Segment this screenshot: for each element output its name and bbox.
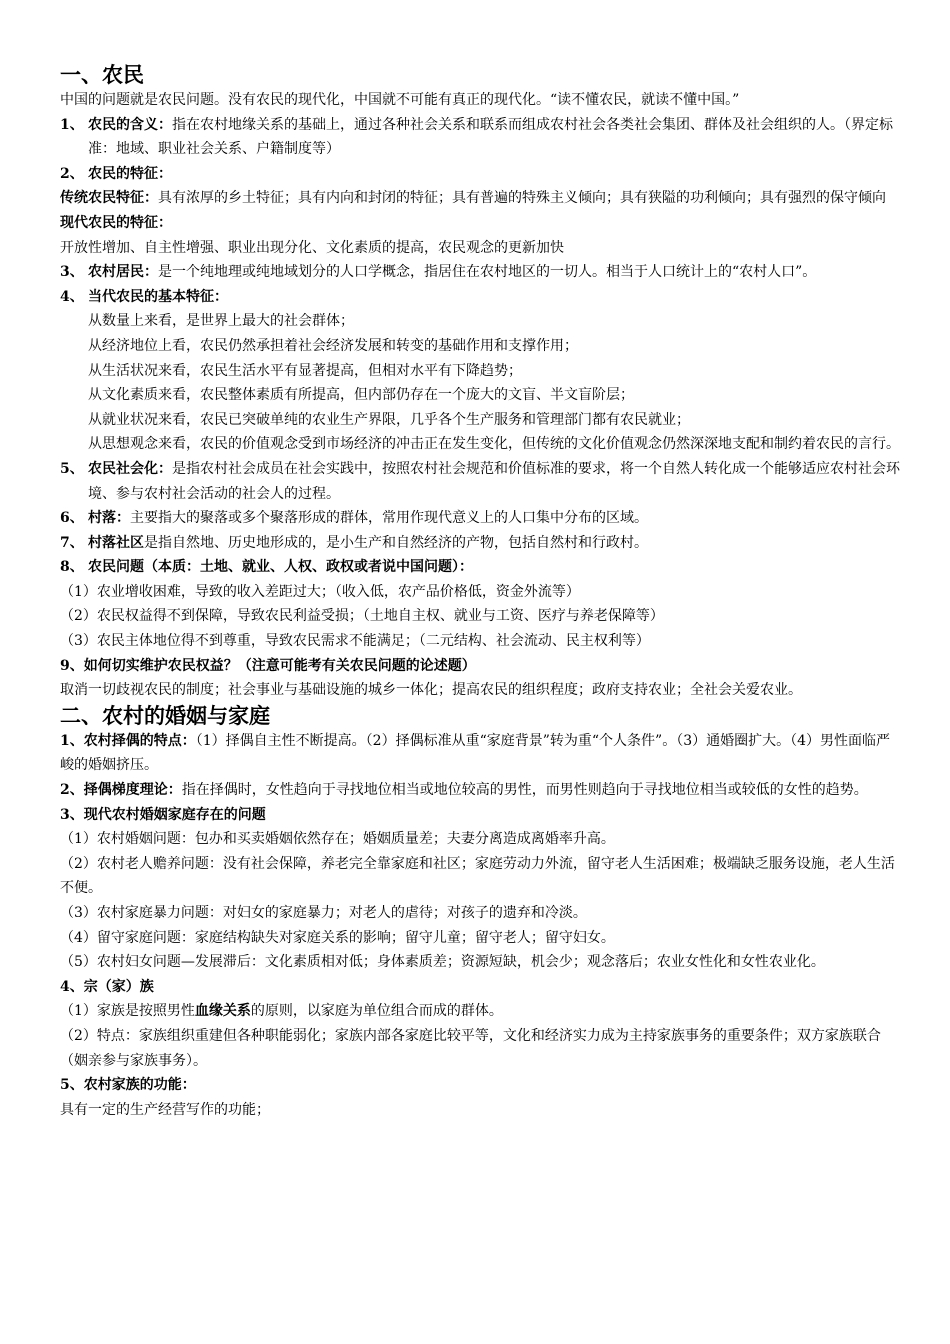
- clan-features: （2）特点：家族组织重建但各种职能弱化；家族内部各家庭比较平等，文化和经济实力成为主持家族事务的重要条件；双方家族联合（姻亲参与家族事务）。: [60, 1027, 881, 1069]
- item-text: 主要指大的聚落或多个聚落形成的群体，常用作现代意义上的人口集中分布的区域。: [130, 510, 648, 527]
- list-line: （4）留守家庭问题：家庭结构缺失对家庭关系的影响；留守儿童；留守老人；留守妇女。: [60, 929, 615, 946]
- item-number: 1、: [60, 116, 84, 133]
- item-1: [60, 113, 900, 162]
- item-term: 2、择偶梯度理论：: [60, 782, 182, 799]
- item-number: 4、: [60, 288, 84, 305]
- item-9-heading: 9、如何切实维护农民权益？（注意可能考有关农民问题的论述题）: [60, 657, 476, 674]
- list-line: 从生活状况来看，农民生活水平有显著提高，但相对水平有下降趋势；: [88, 362, 522, 379]
- item-text: 是指自然地、历史地形成的，是小生产和自然经济的产物，包括自然村和行政村。: [144, 534, 648, 551]
- item-term: 村落社区: [88, 534, 144, 551]
- item-2: [60, 162, 900, 187]
- list-line: （3）农村家庭暴力问题：对妇女的家庭暴力；对老人的虐待；对孩子的遗弃和冷淡。: [60, 905, 587, 921]
- item-number: 7、: [60, 534, 84, 551]
- section-title-marriage-family: 二、农村的婚姻与家庭: [60, 703, 270, 728]
- traditional-features: [60, 186, 900, 211]
- item-term: 农民的含义：: [88, 116, 172, 133]
- text-segment: 的原则，以家庭为单位组合而成的群体。: [250, 1003, 503, 1020]
- item-number: 2、: [60, 165, 84, 182]
- item-number: 8、: [60, 559, 84, 576]
- item-term: 农民问题（本质：土地、就业、人权、政权或者说中国问题）：: [88, 559, 473, 576]
- item-number: 5、: [60, 460, 84, 477]
- item-7: [60, 531, 900, 556]
- list-line: （5）农村妇女问题—发展滞后：文化素质相对低；身体素质差；资源短缺，机会少；观念落后；农业女性化和女性农业化。: [60, 954, 825, 971]
- item-9-text: 取消一切歧视农民的制度；社会事业与基础设施的城乡一体化；提高农民的组织程度；政府支持农业；全社会关爱农业。: [60, 682, 802, 699]
- item-8: [60, 555, 900, 580]
- item-6: [60, 506, 900, 531]
- intro-paragraph: 中国的问题就是农民问题。没有农民的现代化，中国就不可能有真正的现代化。“读不懂农民，就读不懂中国。”: [60, 92, 740, 108]
- document-page: [60, 62, 900, 1122]
- list-line: （2）农村老人赡养问题：没有社会保障，养老完全靠家庭和社区；家庭劳动力外流，留守老人生活困难；极端缺乏服务设施，老人生活不便。: [60, 855, 895, 897]
- list-line: （3）农民主体地位得不到尊重，导致农民需求不能满足；（二元结构、社会流动、民主权利等）: [60, 633, 650, 650]
- item-term: 农民社会化：: [88, 460, 172, 477]
- item-4: [60, 285, 900, 310]
- item-3: [60, 260, 900, 285]
- item-text: （1）择偶自主性不断提高。（2）择偶标准从重“家庭背景”转为重“个人条件”。（3）通婚圈扩大。（4）男性面临严峻的婚姻挤压。: [60, 732, 891, 774]
- list-line: （1）农村婚姻问题：包办和买卖婚姻依然存在；婚姻质量差；夫妻分离造成离婚率升高。: [60, 831, 615, 848]
- item-number: 6、: [60, 510, 84, 527]
- item-term: 当代农民的基本特征：: [88, 288, 228, 305]
- clan-functions-text: 具有一定的生产经营写作的功能；: [60, 1101, 270, 1118]
- list-line: 从文化素质来看，农民整体素质有所提高，但内部仍存在一个庞大的文盲、半文盲阶层；: [88, 387, 634, 404]
- clan-functions-heading: 5、农村家族的功能：: [60, 1077, 196, 1094]
- item-text: 指在择偶时，女性趋向于寻找地位相当或地位较高的男性，而男性则趋向于寻找地位相当或较低的女性的趋势。: [181, 782, 868, 799]
- clan-definition: [60, 999, 900, 1024]
- section-title-peasants: 一、农民: [60, 63, 144, 87]
- item-term: 传统农民特征：: [60, 190, 158, 207]
- list-line: 从数量上来看，是世界上最大的社会群体；: [88, 313, 354, 330]
- item-term: 农村居民：: [88, 264, 158, 281]
- clan-heading: 4、宗（家）族: [60, 978, 154, 995]
- list-line: （1）农业增收困难，导致的收入差距过大；（收入低，农产品价格低，资金外流等）: [60, 583, 580, 600]
- list-line: 从思想观念来看，农民的价值观念受到市场经济的冲击正在发生变化，但传统的文化价值观念仍然深深地支配和制约着农民的言行。: [88, 436, 900, 453]
- item-term: 1、农村择偶的特点：: [60, 732, 196, 749]
- item-number: 3、: [60, 264, 84, 281]
- emphasis-text: 血缘关系: [194, 1003, 251, 1020]
- list-line: 从就业状况来看，农民已突破单纯的农业生产界限，几乎各个生产服务和管理部门都有农民就业；: [88, 411, 690, 428]
- item-text: 指在农村地缘关系的基础上，通过各种社会关系和联系而组成农村社会各类社会集团、群体及社会组织的人。（界定标准：地域、职业社会关系、户籍制度等）: [88, 116, 893, 158]
- modern-features-heading: 现代农民的特征：: [60, 214, 172, 231]
- item-text: 是一个纯地理或纯地域划分的人口学概念，指居住在农村地区的一切人。相当于人口统计上的“农村人口”。: [158, 264, 817, 281]
- item-term: 村落：: [88, 510, 130, 527]
- text-segment: （1）家族是按照男性: [60, 1003, 195, 1020]
- item-5: [60, 457, 900, 506]
- item-text: 具有浓厚的乡土特征；具有内向和封闭的特征；具有普遍的特殊主义倾向；具有狭隘的功利倾向；具有强烈的保守倾向: [158, 190, 886, 207]
- modern-features-text: 开放性增加、自主性增强、职业出现分化、文化素质的提高，农民观念的更新加快: [60, 239, 564, 256]
- item-text: 是指农村社会成员在社会实践中，按照农村社会规范和价值标准的要求，将一个自然人转化成一个能够适应农村社会环境、参与农村社会活动的社会人的过程。: [88, 460, 900, 502]
- mate-gradient-theory: [60, 778, 900, 803]
- mate-selection-features: [60, 729, 900, 778]
- family-problems-heading: 3、现代农村婚姻家庭存在的问题: [60, 806, 266, 823]
- item-term: 农民的特征：: [88, 165, 172, 182]
- list-line: （2）农民权益得不到保障，导致农民利益受损；（土地自主权、就业与工资、医疗与养老保障等）: [60, 608, 664, 625]
- list-line: 从经济地位上看，农民仍然承担着社会经济发展和转变的基础作用和支撑作用；: [88, 337, 578, 354]
